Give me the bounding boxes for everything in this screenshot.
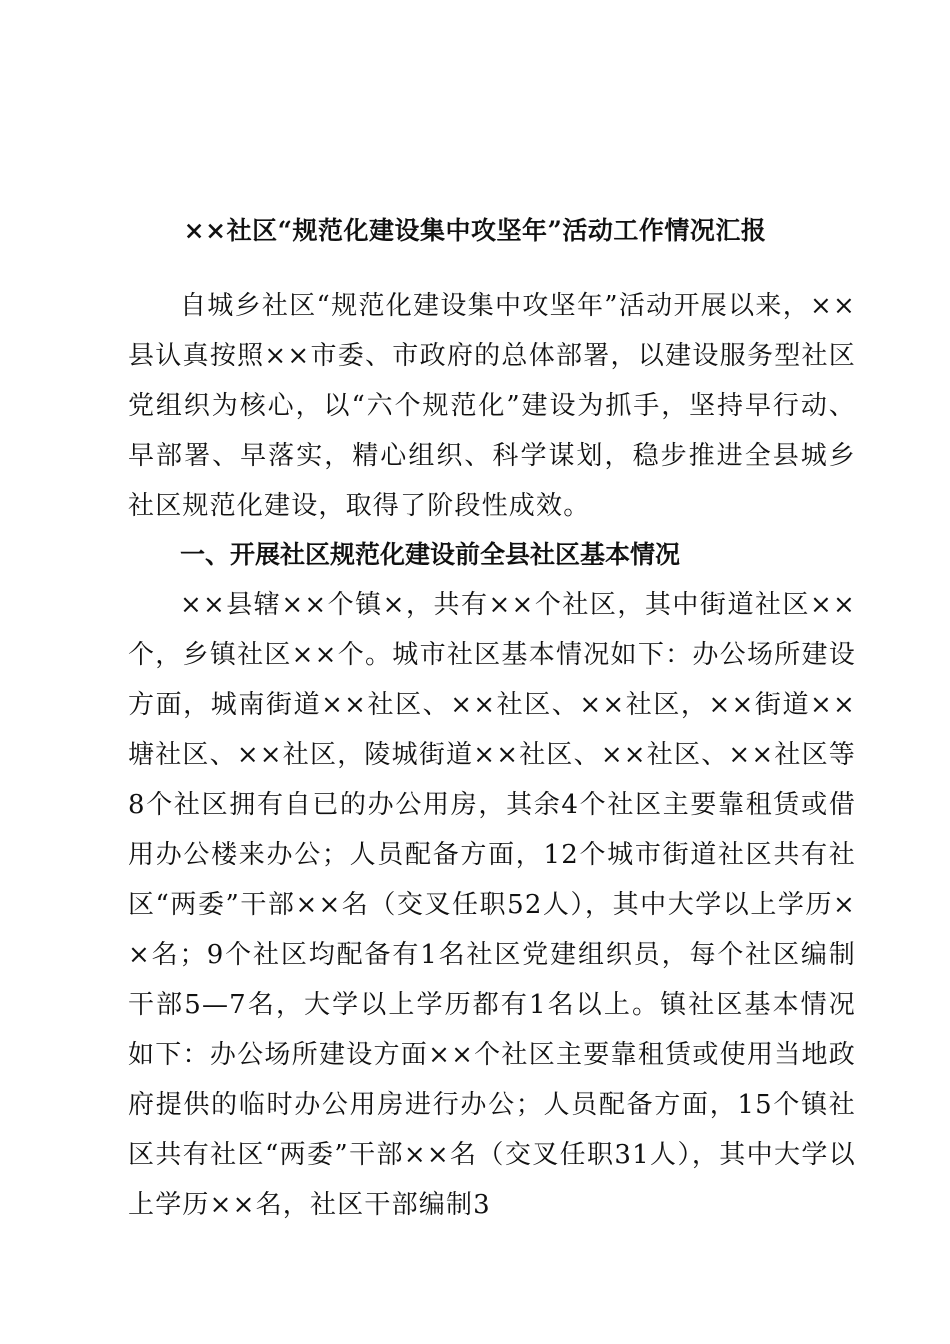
section-paragraph: ××县辖××个镇×，共有××个社区，其中街道社区××个，乡镇社区××个。城市社区基本情况如下：办公场所建设方面，城南街道××社区、××社区、××社区，××街道××塘社区、××社区，陵城街道××社区、××社区、××社区等8个社区拥有自已的办公用房，其余4个社区主要靠租赁或借用办公楼来办公；人员配备方面，12个城市街道社区共有社区“两委”干部××名（交叉任职52人），其中大学以上学历××名；9个社区均配备有1名社区党建组织员，每个社区编制干部5—7名，大学以上学历都有1名以上。镇社区基本情况如下：办公场所建设方面××个社区主要靠租赁或使用当地政府提供的临时办公用房进行办公；人员配备方面，15个镇社区共有社区“两委”干部××名（交叉任职31人），其中大学以上学历××名，社区干部编制3	[128, 590, 856, 1220]
document-title: ××社区“规范化建设集中攻坚年”活动工作情况汇报	[183, 216, 767, 245]
section-heading: 一、开展社区规范化建设前全县社区基本情况	[180, 540, 681, 569]
intro-paragraph: 自城乡社区“规范化建设集中攻坚年”活动开展以来，××县认真按照××市委、市政府的总体部署，以建设服务型社区党组织为核心，以“六个规范化”建设为抓手，坚持早行动、早部署、早落实，精心组织、科学谋划，稳步推进全县城乡社区规范化建设，取得了阶段性成效。	[128, 291, 856, 521]
